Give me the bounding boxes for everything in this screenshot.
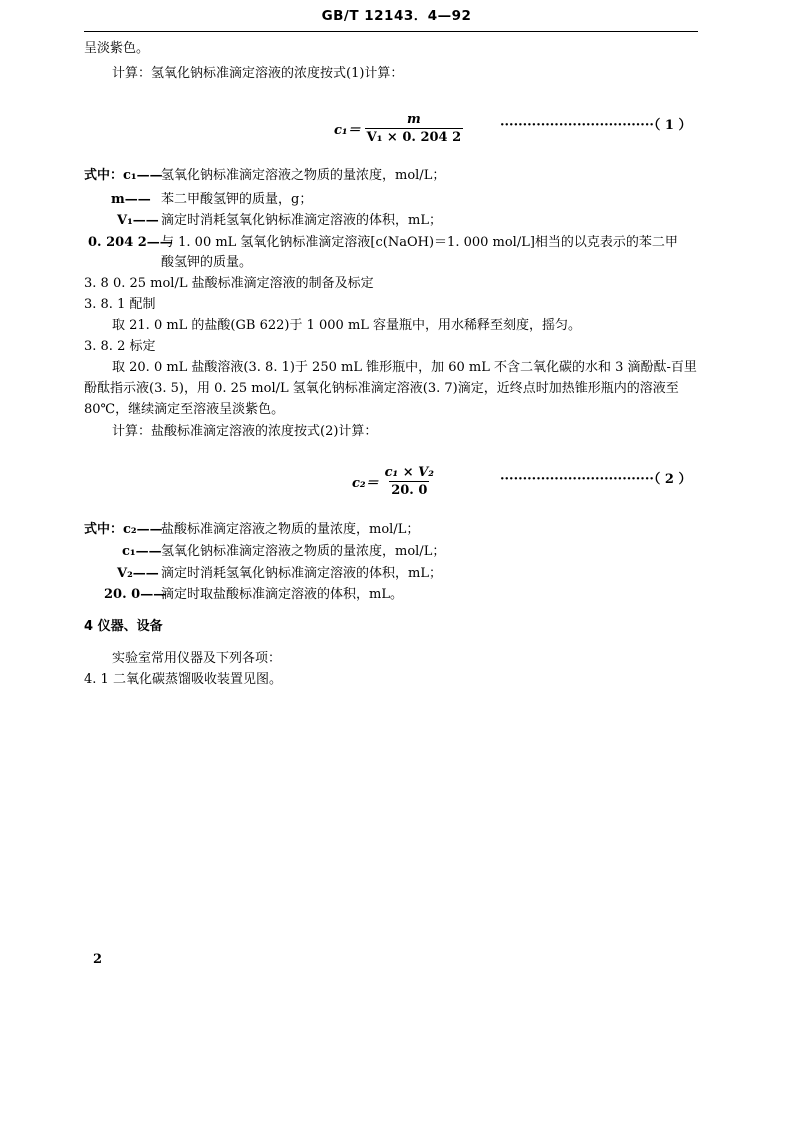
formula-lhs: c₂＝: [352, 476, 379, 491]
symbol-def-text: 滴定时消耗氢氧化钠标准滴定溶液的体积，mL；: [161, 213, 442, 228]
subsection-heading: 3. 8. 1 配制: [84, 297, 156, 312]
symbol-def: 式中：c₂——: [84, 522, 163, 537]
formula-denominator: V₁ × 0. 204 2: [366, 130, 462, 145]
section-heading: 3. 8 0. 25 mol/L 盐酸标准滴定溶液的制备及标定: [84, 276, 374, 291]
equation-number-2: ··································（ 2 ）: [500, 472, 692, 487]
symbol-def: 20. 0——: [104, 587, 167, 602]
symbol-def-text: 氢氧化钠标准滴定溶液之物质的量浓度，mol/L；: [161, 168, 446, 183]
paragraph: 取 21. 0 mL 的盐酸(GB 622)于 1 000 mL 容量瓶中，用水稀释至刻度，摇匀。: [112, 318, 582, 333]
text-line: 呈淡紫色。: [84, 41, 150, 56]
formula-numerator: m: [407, 112, 421, 127]
paragraph-line: 80℃，继续滴定至溶液呈淡紫色。: [84, 402, 285, 417]
symbol-def: 式中：c₁——: [84, 168, 163, 183]
subsection-heading: 4. 1 二氧化碳蒸馏吸收装置见图。: [84, 672, 282, 687]
symbol-def-text: 酸氢钾的质量。: [161, 255, 253, 270]
symbol-def-text: 氢氧化钠标准滴定溶液之物质的量浓度，mol/L；: [161, 544, 446, 559]
symbol-def-text: 滴定时消耗氢氧化钠标准滴定溶液的体积，mL；: [161, 566, 442, 581]
header-rule: [84, 31, 698, 32]
paragraph-line: 酚酞指示液(3. 5)，用 0. 25 mol/L 氢氧化钠标准滴定溶液(3. 7)滴定，近终点时加热锥形瓶内的溶液至: [84, 381, 679, 396]
calc-intro-1: 计算：氢氧化钠标准滴定溶液的浓度按式(1)计算：: [112, 66, 404, 81]
symbol-def: V₂——: [117, 566, 159, 581]
symbol-def: V₁——: [117, 213, 159, 228]
formula-lhs: c₁＝: [334, 123, 361, 138]
equation-number-1: ··································（ 1 ）: [500, 118, 692, 133]
section-heading: 4 仪器、设备: [84, 619, 163, 634]
formula-1: [334, 112, 463, 145]
subsection-heading: 3. 8. 2 标定: [84, 339, 156, 354]
symbol-def: c₁——: [122, 544, 162, 559]
symbol-def-text: 滴定时取盐酸标准滴定溶液的体积，mL。: [161, 587, 403, 602]
symbol-def: m——: [111, 192, 151, 207]
symbol-def-text: 苯二甲酸氢钾的质量，g；: [161, 192, 313, 207]
formula-denominator: 20. 0: [391, 483, 428, 498]
symbol-def-text: 与 1. 00 mL 氢氧化钠标准滴定溶液[c(NaOH)＝1. 000 mol/L]相当的以克表示的苯二甲: [161, 235, 678, 250]
symbol-def-text: 盐酸标准滴定溶液之物质的量浓度，mol/L；: [161, 522, 420, 537]
symbol-def: 0. 204 2——: [88, 235, 173, 250]
paragraph-line: 取 20. 0 mL 盐酸溶液(3. 8. 1)于 250 mL 锥形瓶中，加 60 mL 不含二氧化碳的水和 3 滴酚酞-百里: [112, 360, 697, 375]
page-number: 2: [93, 952, 103, 967]
calc-intro-2: 计算：盐酸标准滴定溶液的浓度按式(2)计算：: [112, 424, 378, 439]
formula-2: [352, 465, 436, 498]
paragraph: 实验室常用仪器及下列各项：: [112, 651, 282, 666]
formula-numerator: c₁ × V₂: [384, 465, 434, 480]
page-header: GB/T 12143．4—92: [321, 8, 472, 24]
